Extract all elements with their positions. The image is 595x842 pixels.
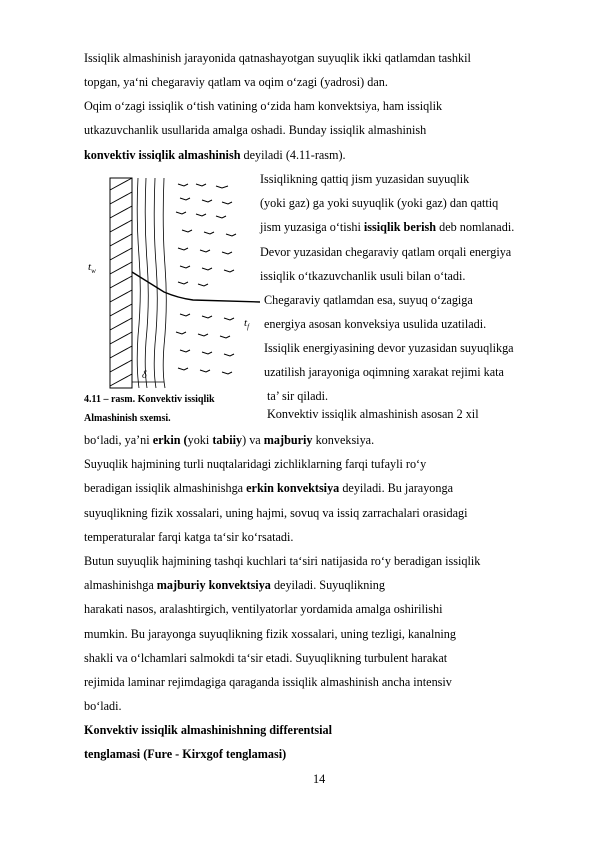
paragraph-line bbox=[84, 578, 385, 592]
convective-heat-exchange-figure bbox=[88, 176, 260, 392]
term-bold: tabiiy bbox=[212, 433, 243, 447]
paragraph-line: temperaturalar farqi katga ta‘sir ko‘rsatadi. bbox=[84, 530, 294, 544]
paragraph-line: bo‘ladi. bbox=[84, 699, 122, 713]
text-span: deyiladi. Suyuqlikning bbox=[270, 578, 385, 592]
paragraph-line: Issiqlikning qattiq jism yuzasidan suyuqlik bbox=[260, 172, 470, 186]
text-span: jism yuzasiga o‘tishi bbox=[260, 220, 364, 234]
paragraph-line: issiqlik o‘tkazuvchanlik usuli bilan o‘tadi. bbox=[260, 269, 466, 283]
paragraph-line: Devor yuzasidan chegaraviy qatlam orqali energiya bbox=[260, 245, 512, 259]
paragraph-line: utkazuvchanlik usullarida amalga oshadi. Bunday issiqlik almashinish bbox=[84, 123, 427, 137]
paragraph-line bbox=[260, 220, 514, 234]
text-span: bo‘ladi, ya’ni bbox=[84, 433, 153, 447]
paragraph-line: energiya asosan konveksiya usulida uzatiladi. bbox=[264, 317, 487, 331]
paragraph-line: shakli va o‘lchamlari salmokdi ta‘sir etadi. Suyuqlikning turbulent harakat bbox=[84, 651, 448, 665]
figure-caption: Almashinish sxemsi. bbox=[84, 413, 171, 424]
term-bold: issiqlik berish bbox=[363, 220, 437, 234]
text-span: almashinishga bbox=[84, 578, 157, 592]
section-heading: Konvektiv issiqlik almashinishning differentsial bbox=[84, 723, 332, 737]
term-bold: majburiy bbox=[263, 433, 313, 447]
paragraph-line bbox=[84, 433, 374, 447]
text-span: deb nomlanadi. bbox=[436, 220, 515, 234]
text-span: yoki bbox=[187, 433, 213, 447]
paragraph-line: Oqim o‘zagi issiqlik o‘tish vatining o‘zida ham konvektsiya, ham issiqlik bbox=[84, 99, 443, 113]
delta-label: δ bbox=[142, 370, 147, 381]
term-bold: erkin ( bbox=[152, 433, 188, 447]
paragraph-line: Konvektiv issiqlik almashinish asosan 2 xil bbox=[267, 407, 479, 421]
boundary-layer-lines bbox=[137, 178, 166, 388]
paragraph-line: uzatilish jarayoniga oqimning xarakat rejimi kata bbox=[264, 365, 504, 379]
text-span: deyiladi. Bu jarayonga bbox=[339, 481, 453, 495]
paragraph-line: Butun suyuqlik hajmining tashqi kuchlari ta‘siri natijasida ro‘y beradigan issiqlik bbox=[84, 554, 481, 568]
paragraph-line: suyuqlikning fizik xossalari, uning hajmi, sovuq va issiq zarrachalari orasidagi bbox=[84, 506, 468, 520]
paragraph-line: Issiqlik energiyasining devor yuzasidan suyuqlikga bbox=[264, 341, 514, 355]
temperature-curve bbox=[132, 272, 260, 302]
tf-label: $t_f$ bbox=[244, 317, 250, 331]
text-span: konveksiya. bbox=[312, 433, 375, 447]
term-bold: erkin konvektsiya bbox=[246, 481, 340, 495]
paragraph-line bbox=[84, 148, 346, 162]
figure-caption: 4.11 – rasm. Konvektiv issiqlik bbox=[84, 394, 215, 405]
paragraph-line: rejimida laminar rejimdagiga qaraganda issiqlik almashinish ancha intensiv bbox=[84, 675, 452, 689]
paragraph-line: mumkin. Bu jarayonga suyuqlikning fizik xossalari, uning tezligi, kanalning bbox=[84, 627, 456, 641]
paragraph-line: topgan, ya‘ni chegaraviy qatlam va oqim o‘zagi (yadrosi) dan. bbox=[84, 75, 388, 89]
paragraph-line: (yoki gaz) ga yoki suyuqlik (yoki gaz) dan qattiq bbox=[260, 196, 499, 210]
text-span: deyiladi (4.11-rasm). bbox=[240, 148, 346, 162]
text-span: beradigan issiqlik almashinishga bbox=[84, 481, 247, 495]
paragraph-line: Issiqlik almashinish jarayonida qatnashayotgan suyuqlik ikki qatlamdan tashkil bbox=[84, 51, 471, 65]
page-number: 14 bbox=[313, 772, 326, 786]
section-heading: tenglamasi (Fure - Kirxgof tenglamasi) bbox=[84, 747, 287, 761]
paragraph-line: Chegaraviy qatlamdan esa, suyuq o‘zagiga bbox=[264, 293, 473, 307]
text-span: ) va bbox=[242, 433, 264, 447]
tw-label: $t_w$ bbox=[88, 261, 96, 275]
paragraph-line: harakati nasos, aralashtirgich, ventilyatorlar yordamida amalga oshirilishi bbox=[84, 602, 443, 616]
paragraph-line: Suyuqlik hajmining turli nuqtalaridagi zichliklarning farqi tufayli ro‘y bbox=[84, 457, 427, 471]
term-bold: majburiy konvektsiya bbox=[156, 578, 271, 592]
term-bold: konvektiv issiqlik almashinish bbox=[84, 148, 241, 162]
paragraph-line: ta’ sir qiladi. bbox=[267, 389, 329, 403]
core-flow-marks bbox=[176, 184, 236, 374]
paragraph-line bbox=[84, 481, 453, 495]
